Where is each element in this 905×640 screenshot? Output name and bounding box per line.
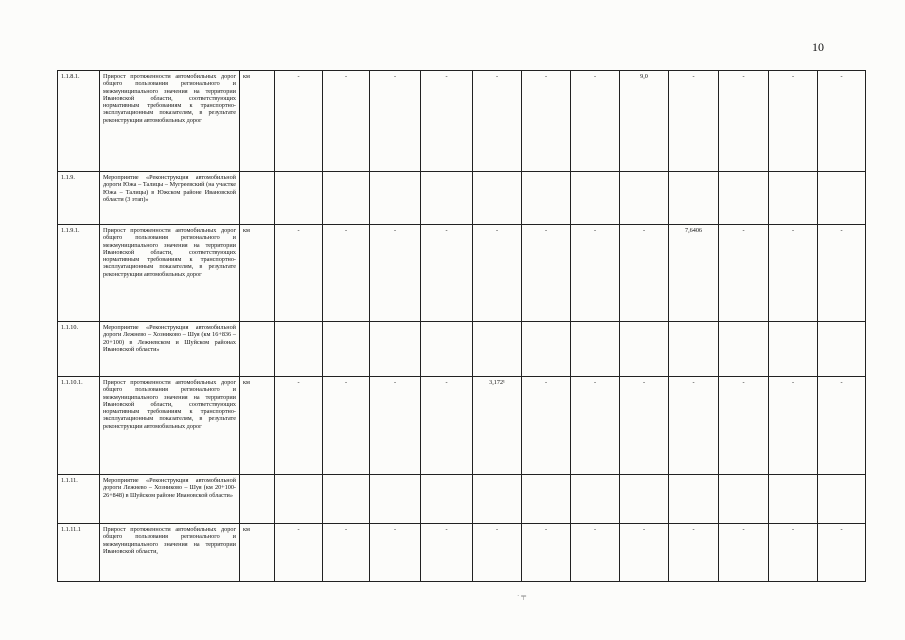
- row-description: Мероприятие «Реконструкция автомобильной дороги Лежнево – Хозниково – Шуя (км 16+836 – 20+100) в Лежневском и Шуйском районах Ивановской области»: [100, 322, 240, 377]
- value-cell: -: [323, 225, 370, 322]
- table-row: [58, 71, 866, 172]
- row-unit: км: [240, 71, 275, 172]
- value-cell: [275, 172, 323, 225]
- row-number: 1.1.8.1.: [58, 71, 100, 172]
- value-cell: -: [818, 524, 866, 582]
- value-cell: [669, 172, 719, 225]
- value-cell: -: [669, 377, 719, 475]
- row-unit: км: [240, 524, 275, 582]
- value-cell: -: [769, 225, 818, 322]
- value-cell: -: [620, 225, 669, 322]
- value-cell: [620, 475, 669, 524]
- row-description: Прирост протяженности автомобильных дорог общего пользования регионального и межмуниципального значения на территории Ивановской области, соответствующих нормативным требованиям к транспортно-эксплуатационным показателям, в результате реконструкции автомобильных дорог: [100, 71, 240, 172]
- indicators-table: [57, 70, 866, 582]
- value-cell: [421, 322, 473, 377]
- scan-artifact: · ╤: [517, 592, 527, 600]
- value-cell: -: [370, 377, 421, 475]
- value-cell: [571, 322, 620, 377]
- row-unit: [240, 475, 275, 524]
- row-unit: [240, 172, 275, 225]
- value-cell: -: [669, 524, 719, 582]
- value-cell: [473, 322, 522, 377]
- value-cell: -: [818, 71, 866, 172]
- table-row: [58, 225, 866, 322]
- value-cell: -: [719, 377, 769, 475]
- value-cell: [669, 475, 719, 524]
- row-number: 1.1.9.: [58, 172, 100, 225]
- value-cell: [769, 475, 818, 524]
- value-cell: -: [669, 71, 719, 172]
- table-row: [58, 172, 866, 225]
- value-cell: -: [719, 225, 769, 322]
- value-cell: -: [275, 71, 323, 172]
- row-description: Прирост протяженности автомобильных дорог общего пользования регионального и межмуниципального значения на территории Ивановской области, соответствующих нормативным требованиям к транспортно-эксплуатационным показателям, в результате реконструкции автомобильных дорог: [100, 225, 240, 322]
- value-cell: [769, 172, 818, 225]
- value-cell: [323, 322, 370, 377]
- row-unit: км: [240, 377, 275, 475]
- value-cell: [473, 475, 522, 524]
- value-cell: -: [370, 225, 421, 322]
- row-number: 1.1.10.: [58, 322, 100, 377]
- value-cell: [818, 172, 866, 225]
- row-description: Прирост протяженности автомобильных дорог общего пользования регионального и межмуниципального значения на территории Ивановской области,: [100, 524, 240, 582]
- value-cell: -: [473, 71, 522, 172]
- row-unit: [240, 322, 275, 377]
- value-cell: -: [275, 225, 323, 322]
- value-cell: [719, 322, 769, 377]
- value-cell: [323, 172, 370, 225]
- value-cell: -: [522, 71, 571, 172]
- value-cell: [669, 322, 719, 377]
- value-cell: -: [769, 524, 818, 582]
- value-cell: [522, 475, 571, 524]
- value-cell: [620, 172, 669, 225]
- value-cell: -: [571, 225, 620, 322]
- value-cell: -: [323, 377, 370, 475]
- value-cell: [522, 172, 571, 225]
- value-cell: -: [620, 524, 669, 582]
- row-description: Мероприятие «Реконструкция автомобильной дороги Южа – Талицы – Мугреевский (на участке Южа – Талицы) в Южском районе Ивановской области (3 этап)»: [100, 172, 240, 225]
- table-row: [58, 322, 866, 377]
- value-cell: [719, 172, 769, 225]
- row-number: 1.1.9.1.: [58, 225, 100, 322]
- value-cell: -: [370, 524, 421, 582]
- value-cell: -: [620, 377, 669, 475]
- value-cell: [571, 172, 620, 225]
- row-description: Прирост протяженности автомобильных дорог общего пользования регионального и межмуниципального значения на территории Ивановской области, соответствующих нормативным требованиям к транспортно-эксплуатационным показателям, в результате реконструкции автомобильных дорог: [100, 377, 240, 475]
- value-cell: [370, 172, 421, 225]
- value-cell: 3,172¹: [473, 377, 522, 475]
- value-cell: -: [522, 225, 571, 322]
- value-cell: [370, 475, 421, 524]
- value-cell: -: [473, 524, 522, 582]
- value-cell: -: [421, 71, 473, 172]
- value-cell: [818, 322, 866, 377]
- value-cell: -: [522, 377, 571, 475]
- value-cell: -: [769, 377, 818, 475]
- value-cell: [421, 475, 473, 524]
- value-cell: -: [719, 524, 769, 582]
- value-cell: -: [818, 377, 866, 475]
- value-cell: -: [473, 225, 522, 322]
- value-cell: -: [522, 524, 571, 582]
- row-number: 1.1.11.1: [58, 524, 100, 582]
- value-cell: -: [719, 71, 769, 172]
- row-number: 1.1.11.: [58, 475, 100, 524]
- value-cell: [323, 475, 370, 524]
- value-cell: -: [323, 71, 370, 172]
- value-cell: [370, 322, 421, 377]
- value-cell: -: [421, 524, 473, 582]
- row-unit: км: [240, 225, 275, 322]
- value-cell: [769, 322, 818, 377]
- value-cell: [719, 475, 769, 524]
- value-cell: [522, 322, 571, 377]
- value-cell: 7,6406: [669, 225, 719, 322]
- value-cell: [818, 475, 866, 524]
- value-cell: -: [323, 524, 370, 582]
- value-cell: [620, 322, 669, 377]
- value-cell: -: [421, 225, 473, 322]
- value-cell: -: [275, 524, 323, 582]
- value-cell: -: [571, 377, 620, 475]
- value-cell: [421, 172, 473, 225]
- row-number: 1.1.10.1.: [58, 377, 100, 475]
- value-cell: [275, 475, 323, 524]
- value-cell: -: [421, 377, 473, 475]
- table-row: [58, 475, 866, 524]
- value-cell: [275, 322, 323, 377]
- value-cell: -: [818, 225, 866, 322]
- value-cell: -: [769, 71, 818, 172]
- table-row: [58, 524, 866, 582]
- value-cell: -: [571, 524, 620, 582]
- row-description: Мероприятие «Реконструкция автомобильной дороги Лежнево – Хозниково – Шуя (км 20+100-26+848) в Шуйском районе Ивановской области»: [100, 475, 240, 524]
- value-cell: [571, 475, 620, 524]
- value-cell: 9,0: [620, 71, 669, 172]
- table-row: [58, 377, 866, 475]
- value-cell: [473, 172, 522, 225]
- page-number: 10: [812, 40, 824, 54]
- value-cell: -: [571, 71, 620, 172]
- value-cell: -: [275, 377, 323, 475]
- value-cell: -: [370, 71, 421, 172]
